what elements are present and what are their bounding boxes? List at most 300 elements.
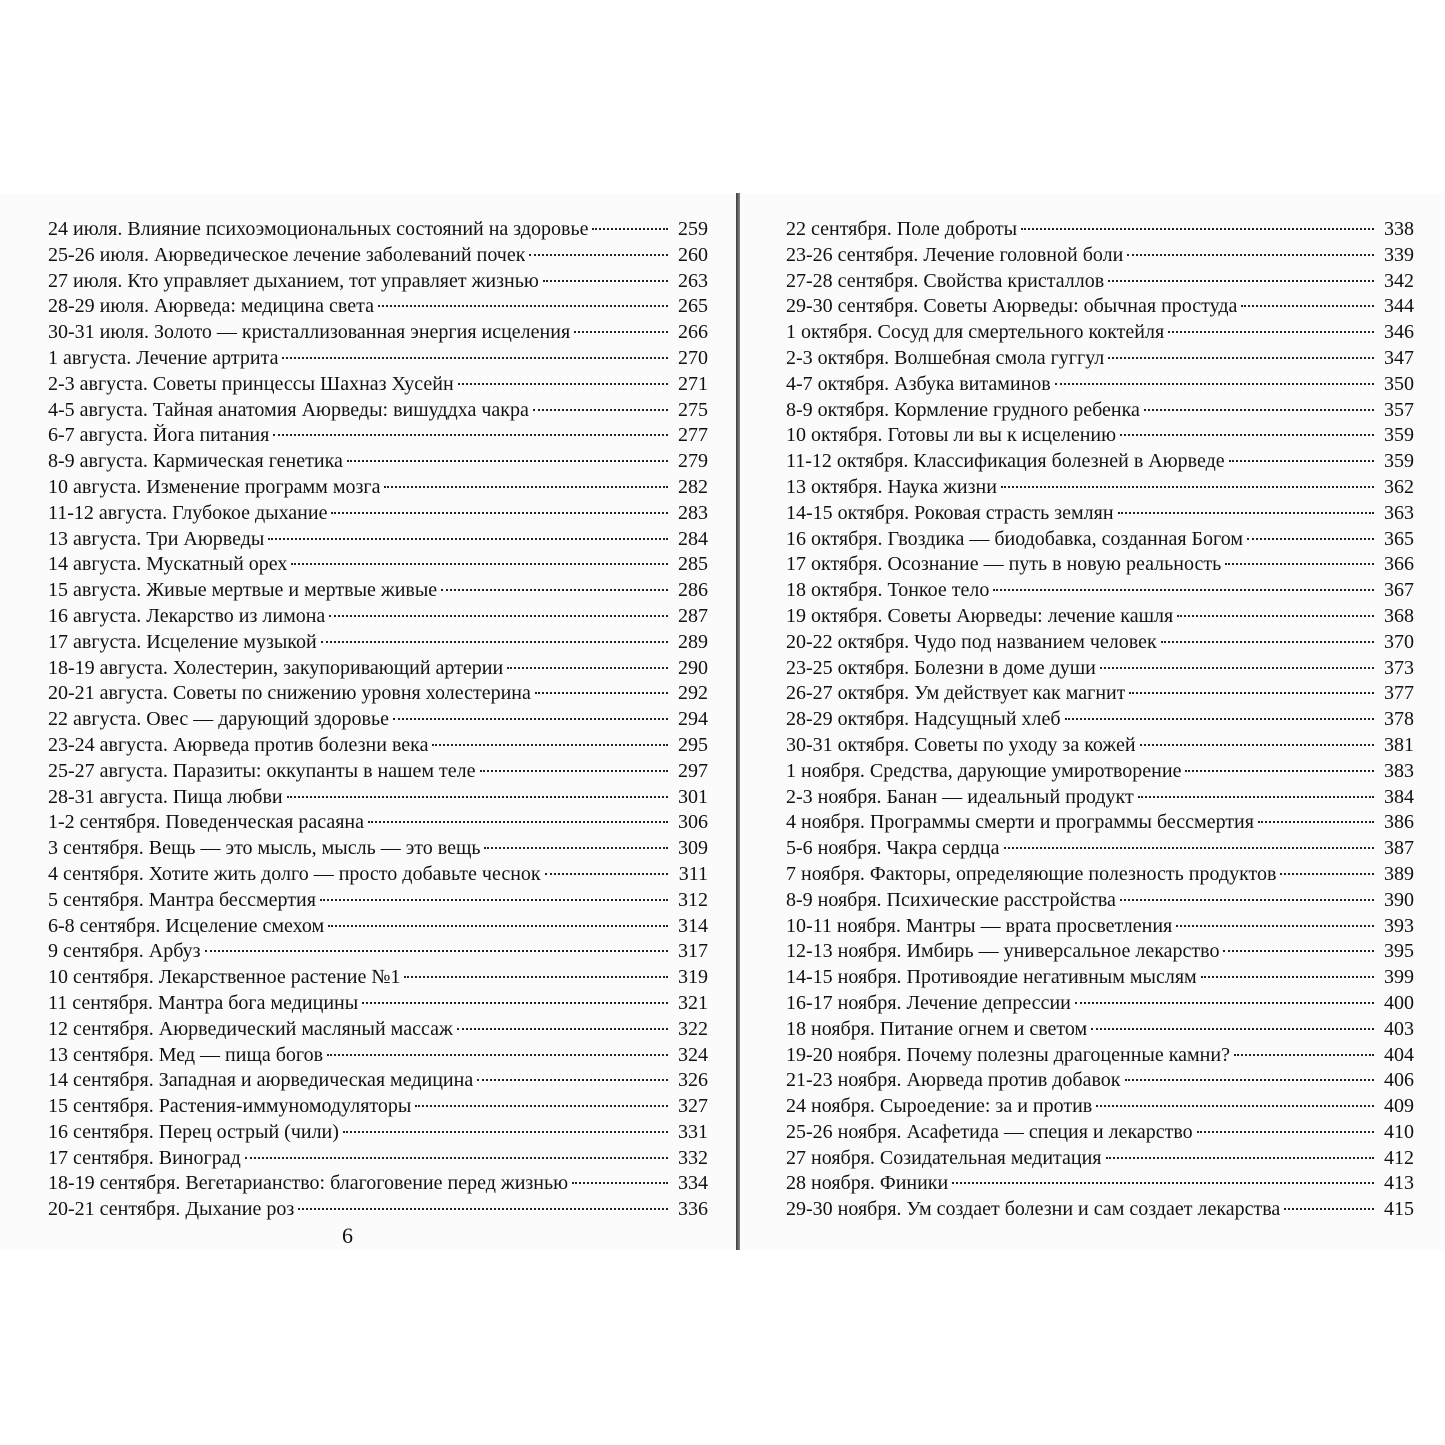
toc-entry-title: 4-7 октября. Азбука витаминов — [786, 372, 1051, 395]
toc-entry-page: 306 — [678, 811, 708, 834]
toc-entry-page: 322 — [678, 1017, 708, 1040]
toc-entry — [786, 294, 1414, 320]
dot-leader — [1120, 899, 1374, 901]
dot-leader — [1223, 950, 1374, 952]
toc-entry-title: 8-9 ноября. Психические расстройства — [786, 888, 1116, 911]
dot-leader — [1225, 563, 1374, 565]
toc-entry-title: 13 октября. Наука жизни — [786, 475, 997, 498]
toc-entry-page: 413 — [1384, 1172, 1414, 1195]
toc-entry — [786, 888, 1414, 914]
toc-entry-page: 309 — [678, 837, 708, 860]
dot-leader — [329, 615, 668, 617]
dot-leader — [1127, 254, 1374, 256]
dot-leader — [378, 305, 668, 307]
dot-leader — [1021, 228, 1374, 230]
dot-leader — [298, 1208, 668, 1210]
toc-entry-title: 11 сентября. Мантра бога медицины — [48, 991, 359, 1014]
book-spine — [736, 193, 740, 1250]
toc-entry — [786, 1171, 1414, 1197]
toc-entry-page: 332 — [678, 1146, 708, 1169]
toc-entry — [48, 346, 708, 372]
toc-entry-title: 15 августа. Живые мертвые и мертвые живые — [48, 579, 438, 602]
dot-leader — [458, 383, 668, 385]
toc-entry-page: 297 — [678, 759, 708, 782]
dot-leader — [574, 331, 668, 333]
dot-leader — [572, 1182, 668, 1184]
toc-entry-title: 29-30 ноября. Ум создает болезни и сам создает лекарства — [786, 1198, 1281, 1221]
dot-leader — [592, 228, 668, 230]
toc-entry-title: 13 августа. Три Аюрведы — [48, 527, 265, 550]
dot-leader — [343, 1131, 668, 1133]
toc-entry — [48, 681, 708, 707]
toc-entry-title: 1 ноября. Средства, дарующие умиротворение — [786, 759, 1182, 782]
toc-entry — [48, 1171, 708, 1197]
toc-entry-page: 336 — [678, 1198, 708, 1221]
toc-entry — [48, 785, 708, 811]
toc-entry — [786, 449, 1414, 475]
toc-entry-page: 373 — [1384, 656, 1414, 679]
toc-entry-title: 18-19 августа. Холестерин, закупоривающий артерии — [48, 656, 504, 679]
toc-entry-title: 25-27 августа. Паразиты: оккупанты в нашем теле — [48, 759, 476, 782]
dot-leader — [1161, 641, 1374, 643]
toc-entry-title: 13 сентября. Мед — пища богов — [48, 1043, 324, 1066]
toc-entry-title: 26-27 октября. Ум действует как магнит — [786, 682, 1126, 705]
toc-entry-title: 16-17 ноября. Лечение депрессии — [786, 991, 1071, 1014]
toc-entry — [48, 217, 708, 243]
dot-leader — [273, 434, 668, 436]
toc-entry-title: 4 сентября. Хотите жить долго — просто добавьте чеснок — [48, 862, 541, 885]
dot-leader — [1234, 1054, 1374, 1056]
toc-entry-title: 10-11 ноября. Мантры — врата просветления — [786, 914, 1173, 937]
toc-entry-page: 270 — [678, 346, 708, 369]
toc-entry-page: 283 — [678, 501, 708, 524]
dot-leader — [347, 460, 668, 462]
toc-entry — [48, 527, 708, 553]
toc-entry-page: 311 — [678, 862, 708, 885]
toc-entry-title: 10 октября. Готовы ли вы к исцелению — [786, 424, 1117, 447]
toc-entry-title: 23-25 октября. Болезни в доме души — [786, 656, 1096, 679]
dot-leader — [1284, 1208, 1374, 1210]
toc-entry-page: 321 — [678, 991, 708, 1014]
toc-entry-page: 275 — [678, 398, 708, 421]
toc-entry-page: 362 — [1384, 475, 1414, 498]
toc-entry-title: 16 августа. Лекарство из лимона — [48, 604, 326, 627]
toc-entry-page: 260 — [678, 243, 708, 266]
toc-entry-title: 4-5 августа. Тайная анатомия Аюрведы: вишуддха чакра — [48, 398, 529, 421]
toc-entry — [786, 759, 1414, 785]
toc-entry-title: 23-24 августа. Аюрведа против болезни века — [48, 733, 429, 756]
toc-entry-page: 366 — [1384, 553, 1414, 576]
toc-entry — [786, 707, 1414, 733]
dot-leader — [245, 1157, 668, 1159]
toc-entry-page: 334 — [678, 1172, 708, 1195]
toc-entry — [786, 552, 1414, 578]
dot-leader — [287, 796, 668, 798]
toc-entry — [48, 1068, 708, 1094]
toc-entry — [48, 243, 708, 269]
toc-entry-title: 5 сентября. Мантра бессмертия — [48, 888, 316, 911]
toc-entry-title: 19 октября. Советы Аюрведы: лечение кашля — [786, 604, 1174, 627]
toc-list-left — [48, 217, 708, 1223]
toc-entry-title: 21-23 ноября. Аюрведа против добавок — [786, 1069, 1121, 1092]
toc-entry — [48, 656, 708, 682]
dot-leader — [477, 1079, 668, 1081]
toc-entry — [48, 1197, 708, 1223]
dot-leader — [1168, 331, 1374, 333]
toc-entry-page: 295 — [678, 733, 708, 756]
toc-entry-title: 19-20 ноября. Почему полезны драгоценные камни? — [786, 1043, 1230, 1066]
dot-leader — [1091, 1028, 1374, 1030]
toc-entry-title: 6-7 августа. Йога питания — [48, 424, 270, 447]
toc-entry-page: 326 — [678, 1069, 708, 1092]
dot-leader — [441, 589, 668, 591]
toc-entry-title: 14 сентября. Западная и аюрведическая медицина — [48, 1069, 474, 1092]
toc-entry-title: 30-31 июля. Золото — кристаллизованная энергия исцеления — [48, 321, 571, 344]
toc-entry — [786, 1068, 1414, 1094]
toc-entry-page: 338 — [1384, 218, 1414, 240]
toc-entry-page: 383 — [1384, 759, 1414, 782]
toc-entry-title: 9 сентября. Арбуз — [48, 940, 201, 963]
toc-entry-title: 28 ноября. Финики — [786, 1172, 949, 1195]
toc-entry — [48, 707, 708, 733]
dot-leader — [1118, 512, 1374, 514]
dot-leader — [404, 976, 668, 978]
toc-entry-title: 12-13 ноября. Имбирь — универсальное лекарство — [786, 940, 1220, 963]
dot-leader — [1055, 383, 1374, 385]
dot-leader — [543, 280, 668, 282]
dot-leader — [480, 770, 669, 772]
toc-entry-title: 2-3 августа. Советы принцессы Шахназ Хусейн — [48, 372, 454, 395]
dot-leader — [1177, 615, 1374, 617]
toc-entry — [786, 269, 1414, 295]
toc-entry-title: 20-21 августа. Советы по снижению уровня холестерина — [48, 682, 531, 705]
toc-entry — [786, 398, 1414, 424]
toc-entry-title: 1 октября. Сосуд для смертельного коктейля — [786, 321, 1165, 344]
toc-entry-title: 10 августа. Изменение программ мозга — [48, 475, 381, 498]
dot-leader — [545, 873, 668, 875]
toc-entry-page: 387 — [1384, 837, 1414, 860]
toc-entry-page: 393 — [1384, 914, 1414, 937]
toc-entry-title: 10 сентября. Лекарственное растение №1 — [48, 966, 401, 989]
dot-leader — [328, 925, 668, 927]
dot-leader — [268, 538, 668, 540]
toc-entry-page: 319 — [678, 966, 708, 989]
toc-entry-title: 25-26 июля. Аюрведическое лечение заболеваний почек — [48, 243, 526, 266]
dot-leader — [1197, 1131, 1374, 1133]
dot-leader — [1241, 305, 1374, 307]
toc-entry-page: 331 — [678, 1120, 708, 1143]
toc-entry — [786, 320, 1414, 346]
toc-entry-page: 266 — [678, 321, 708, 344]
toc-entry-page: 314 — [678, 914, 708, 937]
toc-entry-title: 2-3 октября. Волшебная смола гуггул — [786, 346, 1105, 369]
toc-entry — [48, 836, 708, 862]
dot-leader — [205, 950, 668, 952]
toc-entry — [786, 1017, 1414, 1043]
toc-entry — [786, 810, 1414, 836]
toc-entry-title: 24 ноября. Сыроедение: за и против — [786, 1095, 1093, 1118]
dot-leader — [533, 409, 668, 411]
dot-leader — [321, 641, 668, 643]
toc-entry-title: 15 сентября. Растения-иммуномодуляторы — [48, 1095, 412, 1118]
left-page — [0, 193, 738, 1250]
toc-entry-title: 27-28 сентября. Свойства кристаллов — [786, 269, 1105, 292]
toc-entry-title: 17 сентября. Виноград — [48, 1146, 241, 1169]
toc-entry-title: 17 августа. Исцеление музыкой — [48, 630, 317, 653]
toc-entry-title: 14-15 октября. Роковая страсть землян — [786, 501, 1114, 524]
toc-entry — [48, 372, 708, 398]
dot-leader — [952, 1182, 1374, 1184]
toc-entry — [786, 991, 1414, 1017]
toc-entry — [786, 578, 1414, 604]
toc-entry-title: 28-29 октября. Надсущный хлеб — [786, 708, 1061, 731]
toc-list-right — [786, 217, 1414, 1223]
toc-entry-page: 409 — [1384, 1095, 1414, 1118]
toc-entry-page: 412 — [1384, 1146, 1414, 1169]
toc-entry — [48, 888, 708, 914]
toc-entry — [786, 501, 1414, 527]
toc-entry-page: 404 — [1384, 1043, 1414, 1066]
toc-entry-page: 377 — [1384, 682, 1414, 705]
toc-entry — [48, 630, 708, 656]
toc-entry-page: 294 — [678, 708, 708, 731]
dot-leader — [1120, 434, 1374, 436]
dot-leader — [291, 563, 668, 565]
toc-entry-title: 7 ноября. Факторы, определяющие полезность продуктов — [786, 862, 1277, 885]
toc-entry — [48, 1120, 708, 1146]
toc-entry-title: 20-21 сентября. Дыхание роз — [48, 1198, 295, 1221]
toc-entry-title: 28-29 июля. Аюрведа: медицина света — [48, 295, 374, 318]
toc-entry-title: 18 ноября. Питание огнем и светом — [786, 1017, 1088, 1040]
toc-entry-page: 386 — [1384, 811, 1414, 834]
dot-leader — [1176, 925, 1374, 927]
toc-entry — [786, 785, 1414, 811]
toc-entry-title: 11-12 августа. Глубокое дыхание — [48, 501, 328, 524]
toc-entry-page: 292 — [678, 682, 708, 705]
toc-entry-page: 403 — [1384, 1017, 1414, 1040]
toc-entry — [786, 733, 1414, 759]
dot-leader — [331, 512, 668, 514]
toc-entry-page: 381 — [1384, 733, 1414, 756]
toc-entry — [48, 320, 708, 346]
toc-entry-title: 29-30 сентября. Советы Аюрведы: обычная простуда — [786, 295, 1238, 318]
toc-entry — [48, 578, 708, 604]
toc-entry — [48, 1043, 708, 1069]
toc-entry-title: 18-19 сентября. Вегетарианство: благоговение перед жизнью — [48, 1172, 569, 1195]
toc-entry-title: 14-15 ноября. Противоядие негативным мыслям — [786, 966, 1197, 989]
toc-entry — [48, 1017, 708, 1043]
toc-entry-page: 339 — [1384, 243, 1414, 266]
toc-entry-page: 395 — [1384, 940, 1414, 963]
toc-entry-page: 317 — [678, 940, 708, 963]
dot-leader — [1144, 409, 1374, 411]
toc-entry-page: 301 — [678, 785, 708, 808]
dot-leader — [1108, 357, 1374, 359]
toc-entry — [786, 604, 1414, 630]
toc-entry-title: 24 июля. Влияние психоэмоциональных состояний на здоровье — [48, 218, 589, 240]
toc-entry-title: 20-22 октября. Чудо под названием человек — [786, 630, 1157, 653]
toc-entry — [48, 269, 708, 295]
dot-leader — [362, 1002, 668, 1004]
toc-entry-page: 367 — [1384, 579, 1414, 602]
toc-entry-page: 368 — [1384, 604, 1414, 627]
toc-entry — [786, 243, 1414, 269]
toc-entry — [786, 656, 1414, 682]
dot-leader — [384, 486, 668, 488]
toc-entry-title: 23-26 сентября. Лечение головной боли — [786, 243, 1124, 266]
toc-entry-page: 285 — [678, 553, 708, 576]
dot-leader — [1106, 1157, 1375, 1159]
right-page — [740, 193, 1445, 1250]
toc-entry-page: 390 — [1384, 888, 1414, 911]
toc-entry — [786, 681, 1414, 707]
toc-entry-title: 3 сентября. Вещь — это мысль, мысль — это вещь — [48, 837, 481, 860]
dot-leader — [484, 847, 668, 849]
toc-entry-page: 327 — [678, 1095, 708, 1118]
toc-entry-page: 399 — [1384, 966, 1414, 989]
toc-entry-page: 286 — [678, 579, 708, 602]
toc-entry-title: 5-6 ноября. Чакра сердца — [786, 837, 1000, 860]
dot-leader — [457, 1028, 668, 1030]
dot-leader — [535, 692, 668, 694]
toc-entry — [786, 346, 1414, 372]
toc-entry-page: 263 — [678, 269, 708, 292]
toc-entry-title: 8-9 октября. Кормление грудного ребенка — [786, 398, 1140, 421]
toc-entry-page: 363 — [1384, 501, 1414, 524]
toc-entry-page: 365 — [1384, 527, 1414, 550]
dot-leader — [507, 667, 668, 669]
toc-entry-title: 2-3 ноября. Банан — идеальный продукт — [786, 785, 1134, 808]
toc-entry — [48, 914, 708, 940]
toc-entry-page: 290 — [678, 656, 708, 679]
toc-entry — [48, 759, 708, 785]
toc-entry-title: 16 октября. Гвоздика — биодобавка, созданная Богом — [786, 527, 1244, 550]
dot-leader — [1185, 770, 1374, 772]
dot-leader — [1201, 976, 1374, 978]
toc-entry — [48, 294, 708, 320]
dot-leader — [1247, 538, 1374, 540]
toc-entry — [786, 836, 1414, 862]
dot-leader — [1280, 873, 1374, 875]
toc-entry-page: 284 — [678, 527, 708, 550]
toc-entry — [786, 217, 1414, 243]
toc-entry — [786, 423, 1414, 449]
dot-leader — [1096, 1105, 1374, 1107]
dot-leader — [1004, 847, 1374, 849]
toc-entry-title: 4 ноября. Программы смерти и программы бессмертия — [786, 811, 1254, 834]
dot-leader — [529, 254, 668, 256]
toc-entry-title: 27 июля. Кто управляет дыханием, тот управляет жизнью — [48, 269, 539, 292]
toc-entry-title: 6-8 сентября. Исцеление смехом — [48, 914, 325, 937]
dot-leader — [327, 1054, 668, 1056]
toc-entry-title: 8-9 августа. Кармическая генетика — [48, 450, 343, 473]
toc-entry-page: 259 — [678, 218, 708, 240]
toc-entry — [786, 527, 1414, 553]
dot-leader — [415, 1105, 668, 1107]
toc-entry-title: 18 октября. Тонкое тело — [786, 579, 990, 602]
toc-entry-page: 378 — [1384, 708, 1414, 731]
toc-entry-page: 359 — [1384, 424, 1414, 447]
toc-entry-page: 410 — [1384, 1120, 1414, 1143]
toc-entry — [786, 1146, 1414, 1172]
toc-entry — [786, 630, 1414, 656]
toc-entry-page: 282 — [678, 475, 708, 498]
toc-entry — [48, 449, 708, 475]
toc-entry — [48, 862, 708, 888]
toc-entry — [786, 1094, 1414, 1120]
toc-entry — [48, 939, 708, 965]
toc-entry — [48, 1146, 708, 1172]
toc-entry-page: 289 — [678, 630, 708, 653]
toc-entry — [48, 604, 708, 630]
toc-entry — [786, 965, 1414, 991]
toc-entry — [48, 991, 708, 1017]
toc-entry-page: 406 — [1384, 1069, 1414, 1092]
dot-leader — [1075, 1002, 1374, 1004]
dot-leader — [320, 899, 668, 901]
toc-entry-page: 357 — [1384, 398, 1414, 421]
toc-entry — [786, 914, 1414, 940]
toc-entry — [786, 372, 1414, 398]
toc-entry — [786, 939, 1414, 965]
toc-entry — [786, 1043, 1414, 1069]
dot-leader — [432, 744, 668, 746]
dot-leader — [393, 718, 668, 720]
toc-entry-title: 16 сентября. Перец острый (чили) — [48, 1120, 339, 1143]
toc-entry — [48, 475, 708, 501]
toc-entry-page: 359 — [1384, 450, 1414, 473]
toc-entry — [786, 1197, 1414, 1223]
toc-entry-page: 279 — [678, 450, 708, 473]
toc-entry — [48, 501, 708, 527]
toc-entry — [48, 552, 708, 578]
toc-entry-page: 415 — [1384, 1198, 1414, 1221]
page-number: 6 — [342, 1223, 353, 1248]
toc-entry-page: 370 — [1384, 630, 1414, 653]
dot-leader — [993, 589, 1374, 591]
toc-entry-page: 312 — [678, 888, 708, 911]
toc-entry-title: 27 ноября. Созидательная медитация — [786, 1146, 1102, 1169]
dot-leader — [1125, 1079, 1374, 1081]
toc-entry-page: 400 — [1384, 991, 1414, 1014]
dot-leader — [282, 357, 668, 359]
toc-entry-title: 11-12 октября. Классификация болезней в Аюрведе — [786, 450, 1225, 473]
toc-entry-page: 324 — [678, 1043, 708, 1066]
dot-leader — [1108, 280, 1374, 282]
toc-entry — [48, 810, 708, 836]
toc-entry-title: 28-31 августа. Пища любви — [48, 785, 283, 808]
toc-entry — [48, 423, 708, 449]
toc-entry-title: 14 августа. Мускатный орех — [48, 553, 288, 576]
toc-entry-title: 22 августа. Овес — дарующий здоровье — [48, 708, 389, 731]
toc-entry-title: 30-31 октября. Советы по уходу за кожей — [786, 733, 1136, 756]
toc-entry — [786, 862, 1414, 888]
toc-entry-page: 277 — [678, 424, 708, 447]
toc-entry-title: 25-26 ноября. Асафетида — специя и лекарство — [786, 1120, 1193, 1143]
book-spread — [0, 193, 1445, 1250]
toc-entry-page: 342 — [1384, 269, 1414, 292]
dot-leader — [1229, 460, 1374, 462]
toc-entry-title: 12 сентября. Аюрведический масляный массаж — [48, 1017, 453, 1040]
toc-entry-title: 17 октября. Осознание — путь в новую реальность — [786, 553, 1222, 576]
toc-entry-title: 1 августа. Лечение артрита — [48, 346, 279, 369]
toc-entry-title: 1-2 сентября. Поведенческая расаяна — [48, 811, 365, 834]
dot-leader — [1065, 718, 1374, 720]
toc-entry-page: 384 — [1384, 785, 1414, 808]
dot-leader — [1140, 744, 1374, 746]
toc-entry-page: 350 — [1384, 372, 1414, 395]
dot-leader — [1258, 821, 1374, 823]
